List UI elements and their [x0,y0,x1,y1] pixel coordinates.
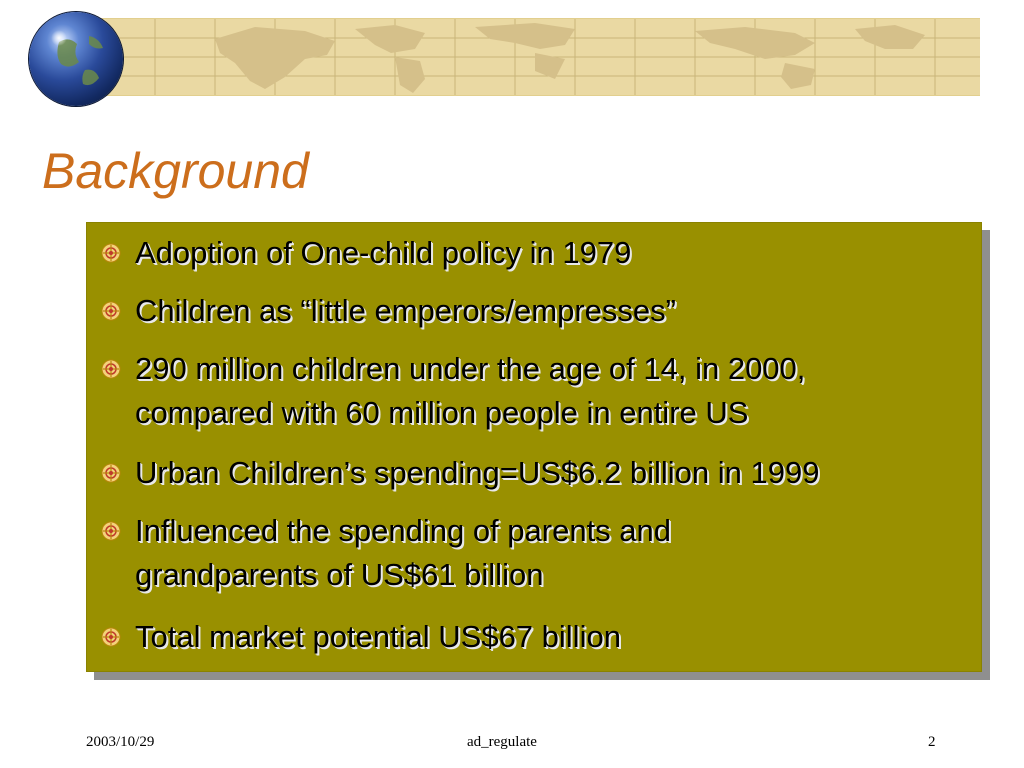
slide-title: Background [42,143,309,199]
bullet-line: Influenced the spending of parents and [135,513,672,548]
bullet-text [135,509,671,597]
footer-page-number: 2 [928,734,936,750]
bullet-text [135,347,805,435]
bullet-text [135,289,676,333]
world-map-icon [95,19,980,95]
flower-bullet-icon [101,463,121,483]
flower-bullet-icon [101,627,121,647]
bullet-line: Adoption of One-child policy in 1979 [135,235,632,270]
content-box [86,222,982,672]
flower-bullet-icon [101,301,121,321]
bullet-text [135,615,621,659]
bullet-text [135,451,819,495]
flower-bullet-icon [101,243,121,263]
globe-glint [51,30,67,46]
globe-logo [29,12,123,106]
world-map-banner [95,18,980,96]
flower-bullet-icon [101,359,121,379]
bullet-line: Total market potential US$67 billion [135,619,621,654]
bullet-line: Urban Children’s spending=US$6.2 billion in 1999 [135,455,820,490]
bullet-line: grandparents of US$61 billion [135,557,544,592]
globe-icon [29,12,123,106]
flower-bullet-icon [101,521,121,541]
bullet-line: compared with 60 million people in entire US [135,395,749,430]
footer-date: 2003/10/29 [86,734,155,750]
footer-center-text: ad_regulate [467,734,537,750]
bullet-text [135,231,631,275]
bullet-line: Children as “little emperors/empresses” [135,293,676,328]
bullet-line: 290 million children under the age of 14, in 2000, [135,351,806,386]
